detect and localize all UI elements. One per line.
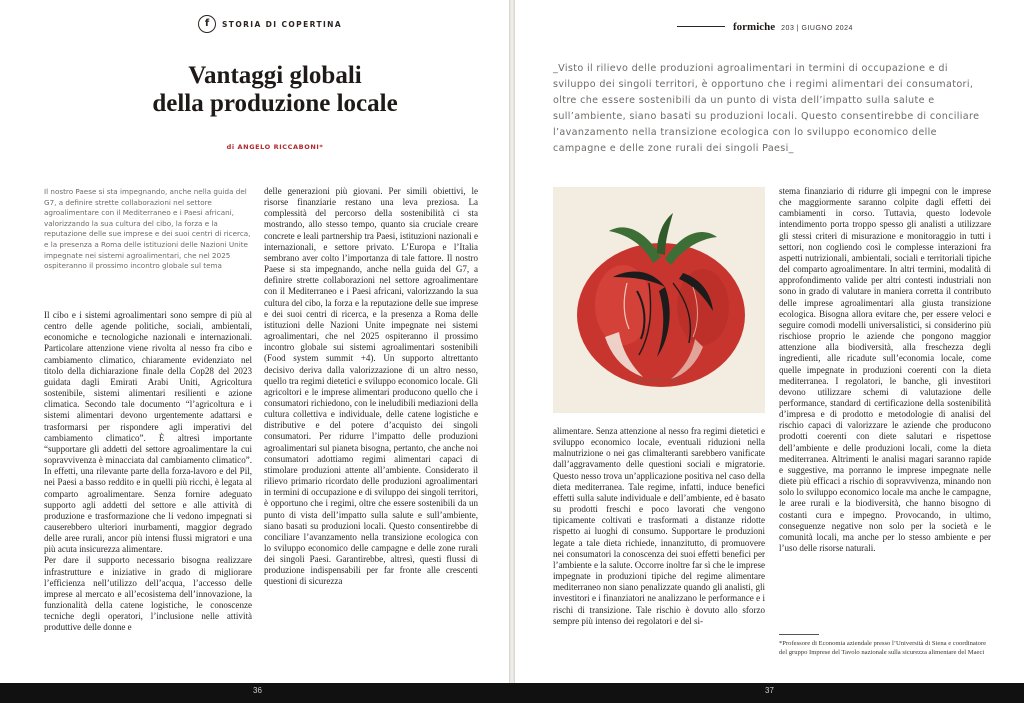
article-title (110, 62, 440, 118)
section-label: STORIA DI COPERTINA (222, 19, 343, 29)
page-number-right: 37 (765, 686, 774, 695)
lead-paragraph: Il nostro Paese si sta impegnando, anche nella guida del G7, a definire strette collaborazioni nel settore agroalimentare con il Mediterraneo e i Paesi africani, valorizzando la sua cultura del cibo, la forza e la reputazione delle sue imprese e dei suoi centri di ricerca, e la presenza a Roma delle istituzioni delle Nazioni Unite impegnate nei sistemi agroalimentari, che nel 2025 ospiteranno il prossimo incontro globale sul tema (44, 187, 251, 271)
header-rule (677, 26, 725, 27)
author-footnote: *Professore di Economia aziendale presso l’Università di Siena e coordinatore del gruppo Imprese del Tavolo nazionale sulla sicurezza alimentare del Maeci (779, 640, 987, 656)
figure-caption: glocal red (637, 378, 681, 384)
issue-info: 203 | GIUGNO 2024 (781, 25, 853, 32)
title-line-2: della produzione locale (152, 90, 398, 117)
body-paragraph: delle generazioni più giovani. Per simili obiettivi, le risorse finanziarie restano una leva preziosa. La complessità del percorso della sostenibilità ci sta mostrando, allo stesso tempo, quanto sia cruciale creare concrete e leali partnership tra Paesi, istituzioni nazionali e internazionali, e settore privato. L’Europa e l’Italia sembrano aver colto l’importanza di tale fattore. Il nostro Paese si sta impegnando, anche nella guida del G7, a definire strette collaborazioni nel settore agroalimentare con il Mediterraneo e i Paesi africani, valorizzando la sua cultura del cibo, la forza e la reputazione delle sue imprese e dei suoi centri di ricerca, e la presenza a Roma delle istituzioni delle Nazioni Unite impegnate nei sistemi agroalimentari, che nel 2025 ospiteranno il prossimo incontro globale sui sistemi agroalimentari sostenibili (Food system summit +4). Un supporto altrettanto decisivo deriva dalla valorizzazione di un altro nesso, quello tra regimi dietetici e sviluppo economico locale. Gli agricoltori e le imprese alimentari producono quello che i consumatori richiedono, con le ineludibili mediazioni della cultura collettiva e individuale, delle catene logistiche e distributive e del potere d’acquisto dei singoli consumatori. Per ridurre l’impatto delle produzioni agroalimentari sul pianeta bisogna, pertanto, che anche noi consumatori adottiamo regimi alimentari capaci di stimolare produzioni attente all’ambiente. Considerato il rilievo primario ricordato delle produzioni agroalimentari in termini di occupazione e di sviluppo dei singoli territori, è opportuno che i regimi, oltre che essere sostenibili da un punto di vista dell’impatto sulla salute e sull’ambiente, siano basati su produzioni locali. Questo consentirebbe di conciliare l’avanzamento nella transizione ecologica con lo sviluppo economico delle campagne e delle zone rurali dei singoli Paesi. Garantirebbe, altresì, questi flussi di produzione indispensabili per far fronte alle crescenti questioni di sicurezza (264, 186, 478, 587)
body-paragraph: Il cibo e i sistemi agroalimentari sono sempre di più al centro delle agende politiche, sociali, ambientali, economiche e tecnologiche nazionali e internazionali. Particolare attenzione viene rivolta al nesso fra cibo e cambiamento climatico, chiaramente evidenziato nel titolo della dichiarazione finale della Cop28 del 2023 guidata dagli Emirati Arabi Uniti, Agricoltura sostenibile, sistemi alimentari resilienti e azione climatica. Secondo tale documento “l’agricoltura e i sistemi alimentari devono urgentemente adattarsi e trasformarsi per rispondere agli imperativi del cambiamento climatico”. È altresì importante “supportare gli addetti del settore agroalimentare la cui sopravvivenza è minacciata dal cambiamento climatico”. In effetti, una rilevante parte della forza-lavoro e del Pil, nei Paesi a basso reddito e in quelli più ricchi, è legata al comparto agroalimentare. Senza fornire adeguato supporto agli addetti del settore e alle attività di produzione e trasformazione che li vedono impegnati si causerebbero ulteriori inurbamenti, maggior degrado delle aree rurali, ancor più intensi flussi migratori e una più acuta insicurezza alimentare. (44, 310, 252, 555)
left-page (0, 0, 509, 683)
formiche-logo-icon: f (198, 15, 216, 33)
section-header (198, 15, 342, 33)
body-paragraph: Per dare il supporto necessario bisogna realizzare infrastrutture e iniziative in grado di migliorare l’efficienza nell’utilizzo dell’acqua, l’accesso delle imprese al mercato e all’ecosistema dell’innovazione, la funzionalità della catene logistiche, le conoscenze tecniche degli operatori, l’inclusione nelle attività produttive delle donne e (44, 555, 252, 633)
body-column-4 (779, 186, 991, 554)
magazine-header (677, 21, 853, 33)
magazine-name: formiche (733, 21, 776, 33)
body-paragraph: stema finanziario di ridurre gli impegni con le imprese che maggiormente saranno colpite dagli effetti dei cambiamenti in corso. Tuttavia, questo lodevole intendimento porta troppo spesso gli analisti a utilizzare gli stessi criteri di misurazione e monitoraggio in tutti i settori, non cogliendo così le complesse interazioni fra aspetti nutrizionali, ambientali, sociali e territoriali tipiche del comparto agroalimentare. In altri termini, modalità di approfondimento valide per altri contesti industriali non sono in grado di valutare in maniera corretta il contributo delle imprese agroalimentari alla giusta transizione ecologica. Bisogna allora evitare che, per essere veloci e seguire comodi modelli universalistici, si considerino più rischiose proprio le aziende che pongono maggior attenzione alla biodiversità, alla freschezza degli ingredienti, alle ricadute sull’economia locale, come quelle impegnate in produzioni coerenti con la dieta mediterranea. I regolatori, le banche, gli investitori devono utilizzare schemi di valutazione delle performance, standard di certificazione della sostenibilità d’impresa e di prodotto e metodologie di analisi del rischio capaci di valorizzare le aziende che producono prodotti coerenti con diete salutari e rispettose dell’ambiente e delle produzioni locali, come la dieta mediterranea. Altrimenti le analisi magari saranno rapide e suggestive, ma porranno le imprese impegnate nelle diete più efficaci a rischio di sopravvivenza, minando non solo lo sviluppo economico locale ma anche le campagne, le aree rurali e la biodiversità, che hanno bisogno di costanti cura e impegno. Provocando, in ultimo, conseguenze negative non solo per la società e le comunità locali, ma anche per lo stesso ambiente e per l’uso delle risorse naturali. (779, 186, 991, 553)
body-column-2 (264, 186, 478, 588)
page-number-left: 36 (253, 686, 262, 695)
body-column-3 (553, 426, 765, 627)
pull-quote: _Visto il rilievo delle produzioni agroalimentari in termini di occupazione e di sviluppo dei singoli territori, è opportuno che i regimi alimentari dei consumatori, oltre che essere sostenibili da un punto di vista dell’impatto sulla salute e sull’ambiente, siano basati su produzioni locali. Questo consentirebbe di conciliare l’avanzamento nella transizione ecologica con lo sviluppo economico delle campagne e delle zone rurali dei singoli Paesi_ (553, 63, 980, 154)
bottom-strip (0, 683, 1024, 703)
body-column-1 (44, 310, 252, 634)
author-byline: di ANGELO RICCABONI* (226, 143, 324, 151)
right-page (515, 0, 1024, 683)
body-paragraph: alimentare. Senza attenzione al nesso fra regimi dietetici e sviluppo economico locale, eventuali riduzioni nella malnutrizione o nei gas climalteranti sarebbero vanificate dall’aggravamento delle questioni sociali e migratorie. Questo nesso trova un’applicazione positiva nel caso della dieta mediterranea. Tale regime, infatti, induce benefici effetti sulla salute individuale e dell’ambiente, ed è basato su prodotti freschi e poco lavorati che vengono tipicamente coltivati e trasformati a distanze ridotte rispetto ai luoghi di consumo. Supportare le produzioni legate a tale dieta richiede, innanzitutto, di promuovere nei consumatori la conoscenza dei suoi effetti benefici per l’ambiente e la salute. Occorre inoltre far sì che le imprese impegnate in produzioni tipiche del regime alimentare mediterraneo non siano penalizzate quando gli analisti, gli investitori e i finanziatori ne analizzano le performance e i rischi di transizione. Tale rischio è dovuto allo sforzo sempre più intenso dei regolatori e del si- (553, 426, 765, 626)
title-line-1: Vantaggi globali (188, 62, 362, 89)
tomato-illustration (553, 187, 765, 413)
footnote-rule (779, 634, 819, 635)
